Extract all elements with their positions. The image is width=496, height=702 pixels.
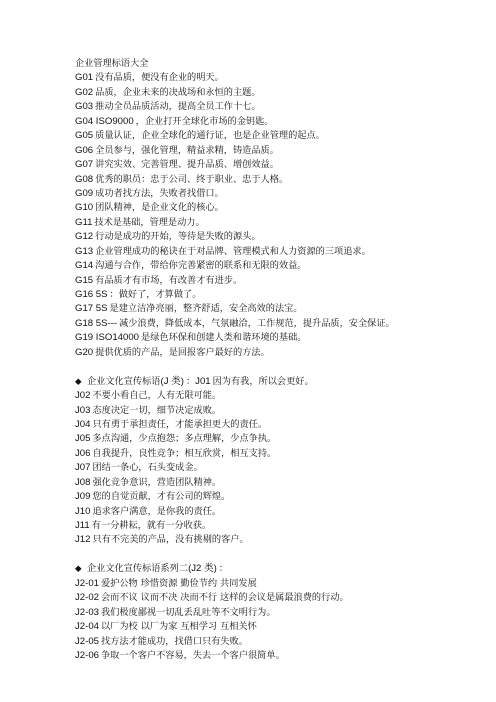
- slogan-text: 没有品质，便没有企业的明天。: [95, 72, 224, 84]
- slogan-text: 全员参与，强化管理，精益求精，铸造品质。: [95, 144, 279, 156]
- slogan-code: J04: [75, 418, 91, 430]
- slogan-line: [75, 519, 485, 533]
- slogan-line: [75, 505, 485, 519]
- slogan-text: 您的自觉贡献，才有公司的辉煌。: [92, 491, 231, 503]
- slogan-line: [75, 447, 485, 461]
- slogan-line: [75, 71, 485, 85]
- slogan-line: [75, 129, 485, 143]
- slogan-text: 态度决定一切，细节决定成败。: [92, 404, 222, 416]
- slogan-text: 减少浪费，降低成本，气氛融洽，工作规范，提升品质，安全保证。: [119, 317, 395, 329]
- slogan-code: J11: [75, 520, 90, 531]
- slogan-code: G18 5S---: [75, 317, 118, 329]
- slogan-line: [75, 533, 485, 547]
- slogan-text: 不要小看自己，人有无限可能。: [92, 390, 222, 402]
- slogan-text: 因为有我，所以会更好。: [212, 375, 314, 387]
- document-title: 企业管理标语大全: [75, 58, 149, 69]
- slogan-code: G01: [75, 72, 94, 84]
- slogan-text: 品质，企业未来的决战场和永恒的主题。: [95, 86, 261, 98]
- slogan-code: J08: [75, 476, 91, 488]
- diamond-bullet-icon: ◆: [75, 564, 82, 575]
- slogan-code: G04 ISO9000: [75, 115, 134, 127]
- slogan-text: 行动是成功的开始，等待是失败的源头。: [95, 231, 261, 243]
- slogan-text: 只有不完美的产品，没有挑剔的客户。: [92, 534, 249, 546]
- slogan-code: G17 5S: [75, 303, 108, 315]
- slogan-line: [75, 86, 485, 100]
- slogan-text: 会而不议 议而不决 决而不行 这样的会议是属最浪费的行动。: [101, 592, 349, 604]
- slogan-code: G16 5S: [75, 289, 108, 300]
- section-header-code: (J2 类): [188, 563, 217, 575]
- slogan-text: 多点沟通，少点抱怨；多点理解，少点争执。: [92, 433, 277, 445]
- slogan-line: [75, 302, 485, 316]
- slogan-line: [75, 158, 485, 172]
- slogan-line: [75, 187, 485, 201]
- section-header-label: 企业文化宣传标语: [87, 375, 161, 387]
- section-header-colon: ：: [218, 563, 229, 575]
- slogan-code: G06: [75, 144, 94, 156]
- slogan-code: G05: [75, 130, 94, 142]
- slogan-line: [75, 476, 485, 490]
- slogan-line: [75, 245, 485, 259]
- slogan-code: G11: [75, 216, 93, 228]
- slogan-line: [75, 620, 485, 634]
- slogan-line: [75, 490, 485, 504]
- slogan-line: [75, 649, 485, 663]
- slogan-code: G14: [75, 260, 94, 272]
- slogan-text: 质量认证，企业全球化的通行证，也是企业管理的起点。: [95, 130, 325, 142]
- slogan-code: J07: [75, 462, 91, 474]
- slogan-line: [75, 389, 485, 403]
- document-page: [75, 57, 485, 663]
- slogan-text: 以厂为校 以厂为家 互相学习 互相关怀: [101, 621, 257, 633]
- section-header-colon: ：: [185, 375, 196, 387]
- slogan-line: [75, 144, 485, 158]
- slogan-code: J12: [75, 534, 91, 546]
- slogan-code: J06: [75, 447, 91, 459]
- slogan-line: [75, 173, 485, 187]
- section-header-label: 企业文化宣传标语系列二: [87, 563, 189, 575]
- slogan-text: 团结一条心，石头变成金。: [92, 462, 203, 474]
- slogan-text: 优秀的职员：忠于公司、终于职业、忠于人格。: [95, 173, 289, 185]
- slogan-line: [75, 346, 485, 360]
- slogan-text: 是绿色环保和创建人类和谐环境的基础。: [141, 332, 307, 344]
- section-header-code: (J 类): [160, 375, 184, 387]
- slogan-line: [75, 404, 485, 418]
- diamond-bullet-icon: ◆: [75, 376, 82, 387]
- slogan-text: 沟通与合作，带给你完善紧密的联系和无限的效益。: [95, 260, 307, 272]
- slogan-code: J2-04: [75, 621, 99, 633]
- slogan-line: [75, 259, 485, 273]
- slogan-code: G09: [75, 187, 94, 199]
- slogan-line: [75, 201, 485, 215]
- slogan-list-j: [75, 389, 485, 548]
- slogan-line: [75, 230, 485, 244]
- slogan-text: 技术是基础，管理是动力。: [94, 216, 205, 228]
- slogan-code: J03: [75, 404, 91, 416]
- slogan-code: J05: [75, 433, 91, 445]
- slogan-text: 爱护公物 珍惜资源 勤俭节约 共同发展: [101, 577, 257, 589]
- slogan-text: 团队精神，是企业文化的核心。: [95, 202, 224, 214]
- slogan-code: G15: [75, 274, 94, 286]
- slogan-text: 有一分耕耘，就有一分收获。: [91, 520, 212, 531]
- slogan-code: G10: [75, 202, 94, 214]
- section-header-j2: [75, 562, 485, 576]
- slogan-code: J02: [75, 390, 91, 402]
- slogan-code: J2-03: [75, 606, 99, 618]
- slogan-list-j2: [75, 577, 485, 664]
- slogan-text: ：做好了，才算做了。: [109, 289, 202, 300]
- slogan-text: 强化竞争意识，营造团队精神。: [92, 476, 222, 488]
- slogan-line: [75, 606, 485, 620]
- slogan-code: G12: [75, 231, 94, 243]
- section-gap: [75, 360, 485, 374]
- slogan-line: [75, 115, 485, 129]
- section-gap: [75, 548, 485, 562]
- slogan-text: 追求客户满意，是你我的责任。: [92, 505, 222, 517]
- slogan-code: G02: [75, 86, 94, 98]
- slogan-text: 争取一个客户不容易，失去一个客户很简单。: [101, 649, 285, 661]
- slogan-line: [75, 216, 485, 230]
- slogan-text: 有品质才有市场，有改善才有进步。: [95, 274, 243, 286]
- slogan-line: [75, 461, 485, 475]
- slogan-text: 我们极度鄙视一切乱丢乱吐等不文明行为。: [101, 606, 276, 618]
- slogan-line: [75, 100, 485, 114]
- slogan-code: G03: [75, 101, 94, 113]
- slogan-line: [75, 577, 485, 591]
- slogan-text: 企业管理成功的秘诀在于对品牌、管理模式和人力资源的三项追求。: [95, 245, 371, 257]
- slogan-text: ，企业打开全球化市场的金钥匙。: [135, 115, 274, 127]
- slogan-code: G19 ISO14000: [75, 332, 140, 344]
- slogan-text: 推动全员品质活动，提高全员工作十七。: [95, 101, 261, 113]
- slogan-code: G20: [75, 346, 94, 358]
- slogan-code: G13: [75, 245, 94, 257]
- section-header-j: [75, 375, 485, 389]
- slogan-code: J2-06: [75, 649, 99, 661]
- slogan-line: [75, 591, 485, 605]
- slogan-line: [75, 635, 485, 649]
- slogan-text: 只有勇于承担责任，才能承担更大的责任。: [92, 418, 268, 430]
- slogan-code: G07: [75, 159, 94, 171]
- slogan-text: 讲究实效、完善管理、提升品质、增创效益。: [95, 159, 279, 171]
- slogan-line: [75, 274, 485, 288]
- slogan-text: 提供优质的产品，是回报客户最好的方法。: [95, 346, 270, 358]
- slogan-line: [75, 418, 485, 432]
- slogan-line: [75, 288, 485, 302]
- slogan-text: 是建立洁净亮丽，整齐舒适，安全高效的法宝。: [109, 303, 303, 315]
- slogan-line: [75, 331, 485, 345]
- slogan-code: G08: [75, 173, 94, 185]
- slogan-code: J01: [195, 375, 211, 387]
- slogan-list-g: [75, 71, 485, 360]
- slogan-line: [75, 317, 485, 331]
- slogan-code: J09: [75, 491, 91, 503]
- slogan-code: J2-01: [75, 577, 99, 589]
- slogan-code: J2-02: [75, 592, 99, 604]
- slogan-text: 找方法才能成功，找借口只有失败。: [101, 635, 248, 647]
- slogan-code: J2-05: [75, 635, 99, 647]
- slogan-code: J10: [75, 505, 91, 517]
- slogan-text: 成功者找方法，失败者找借口。: [95, 187, 224, 199]
- slogan-text: 自我提升，良性竞争；相互欣赏，相互支持。: [92, 447, 277, 459]
- slogan-line: [75, 432, 485, 446]
